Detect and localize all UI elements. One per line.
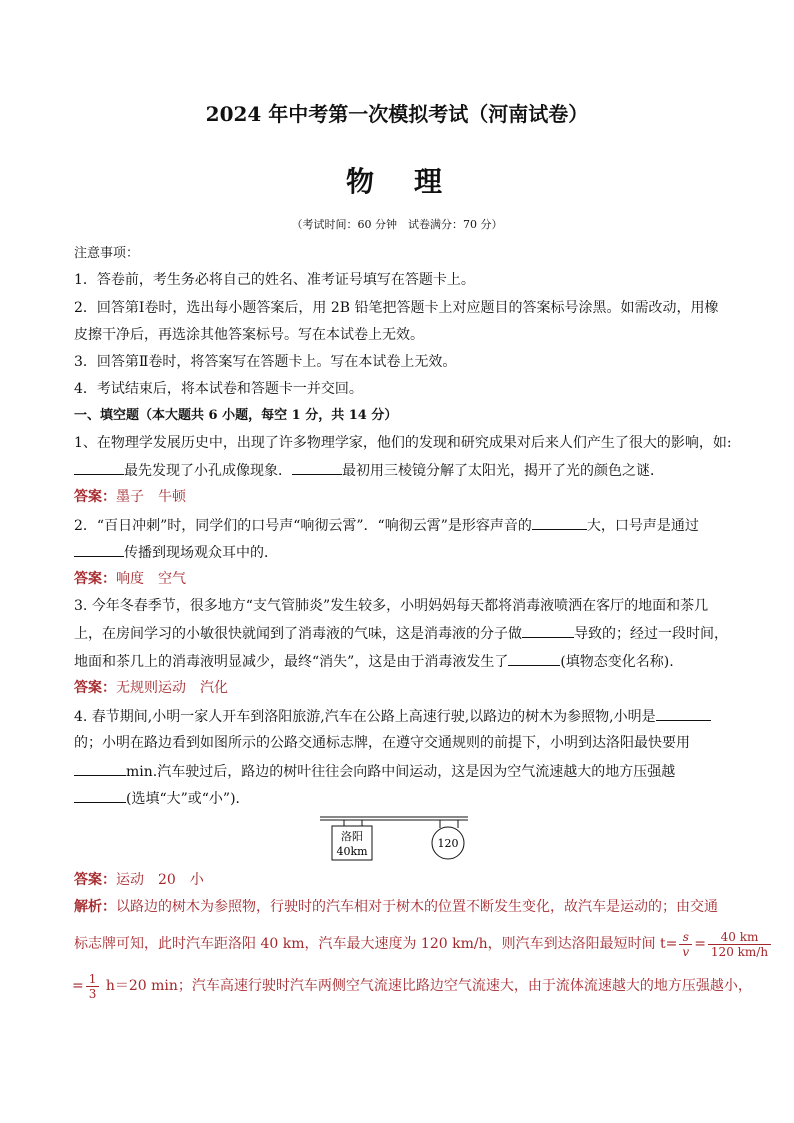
q3-text: 导致的；经过一段时间， <box>574 626 728 642</box>
answer-blank <box>656 706 711 721</box>
q3-text: (填物态变化名称). <box>560 654 674 670</box>
fraction-denominator: 120 km/h <box>710 944 769 959</box>
traffic-sign-figure <box>318 812 478 864</box>
q3-text: 3. 今年冬春季节，很多地方“支气管肺炎”发生较多，小明妈妈每天都将消毒液喷洒在客厅的地面和茶几 <box>74 598 709 614</box>
q4-text: 4. 春节期间,小明一家人开车到洛阳旅游,汽车在公路上高速行驶,以路边的树木为参照物,小明是 <box>74 709 656 725</box>
q1-answer <box>74 487 186 507</box>
q4-line4 <box>74 788 250 809</box>
q1-text: 最先发现了小孔成像现象． <box>124 463 292 479</box>
answer-blank <box>532 515 587 530</box>
fraction-s-over-v <box>679 930 692 959</box>
q4-line1 <box>74 706 711 727</box>
fraction-denominator: v <box>682 944 690 959</box>
exam-info: （考试时间：60 分钟 试卷满分：70 分） <box>291 218 503 231</box>
q2-text: 2．“百日冲刺”时，同学们的口号声“响彻云霄”．“响彻云霄”是形容声音的 <box>74 518 532 534</box>
answer-text: 响度 空气 <box>116 571 186 587</box>
note-item: 皮擦干净后，再选涂其他答案标号。写在本试卷上无效。 <box>74 327 424 343</box>
speed-limit-value: 120 <box>437 837 459 850</box>
distance-sign-city: 洛阳 <box>341 830 363 843</box>
fraction-one-third <box>86 972 100 1001</box>
fraction-numerator: 40 km <box>708 930 771 945</box>
answer-blank <box>292 460 342 475</box>
answer-blank <box>522 623 574 638</box>
fraction-numerator: 1 <box>86 972 100 987</box>
analysis-text: 以路边的树木为参照物，行驶时的汽车相对于树木的位置不断发生变化，故汽车是运动的；由交通 <box>116 899 718 915</box>
answer-blank <box>74 542 124 557</box>
q4-text: min.汽车驶过后，路边的树叶往往会向路中间运动，这是因为空气流速越大的地方压强越 <box>126 764 676 780</box>
answer-blank <box>74 460 124 475</box>
note-item: 4．考试结束后，将本试卷和答题卡一并交回。 <box>74 381 363 397</box>
q1-text: 最初用三棱镜分解了太阳光，揭开了光的颜色之谜． <box>342 463 664 479</box>
answer-blank <box>74 761 126 776</box>
q4-answer <box>74 870 204 890</box>
answer-label: 答案： <box>74 489 116 505</box>
note-item: 3．回答第Ⅱ卷时，将答案写在答题卡上。写在本试卷上无效。 <box>74 354 457 370</box>
fraction-denominator: 3 <box>88 986 97 1001</box>
q1-line2 <box>74 460 664 481</box>
q2-text: 大，口号声是通过 <box>586 518 699 534</box>
section-heading: 一、填空题（本大题共 6 小题，每空 1 分，共 14 分） <box>74 408 398 423</box>
exam-title: 2024 年中考第一次模拟考试（河南试卷） <box>205 102 589 126</box>
q4-analysis-line3 <box>72 968 752 1004</box>
analysis-label: 解析： <box>74 899 116 915</box>
answer-label: 答案： <box>74 872 116 888</box>
fraction-numerator: s <box>679 930 692 945</box>
answer-text: 运动 20 小 <box>116 872 204 888</box>
note-item: 1．答卷前，考生务必将自己的姓名、准考证号填写在答题卡上。 <box>74 272 475 288</box>
answer-label: 答案： <box>74 680 116 696</box>
q3-answer <box>74 678 228 698</box>
answer-text: 墨子 牛顿 <box>116 489 186 505</box>
fraction-distance-over-speed <box>708 930 771 959</box>
q2-text: 传播到现场观众耳中的． <box>124 545 278 561</box>
answer-blank <box>508 651 560 666</box>
notes-heading: 注意事项： <box>74 246 140 261</box>
answer-blank <box>74 788 126 803</box>
equals-sign: = <box>72 978 84 994</box>
analysis-text: h＝20 min；汽车高速行驶时汽车两侧空气流速比路边空气流速大，由于流体流速越大的地方压强越小， <box>101 978 752 994</box>
q3-line2 <box>74 623 728 644</box>
q1-text: 1、在物理学发展历史中，出现了许多物理学家，他们的发现和研究成果对后来人们产生了很大的影响，如: <box>74 435 732 451</box>
q3-text: 上，在房间学习的小敏很快就闻到了消毒液的气味，这是消毒液的分子做 <box>74 626 522 642</box>
q2-line1 <box>74 515 699 536</box>
q4-text: (选填“大”或“小”)． <box>126 791 250 807</box>
subject-title: 物 理 <box>345 165 448 198</box>
q4-line3 <box>74 761 675 782</box>
q4-analysis-line2 <box>74 924 773 964</box>
q4-text: 的；小明在路边看到如图所示的公路交通标志牌，在遵守交通规则的前提下，小明到达洛阳最快要用 <box>74 735 690 751</box>
q2-answer <box>74 569 186 589</box>
q2-line2 <box>74 542 278 563</box>
equals-sign: = <box>694 936 706 952</box>
distance-sign-distance: 40km <box>336 845 368 858</box>
q3-text: 地面和茶几上的消毒液明显减少，最终“消失”，这是由于消毒液发生了 <box>74 654 509 670</box>
answer-label: 答案： <box>74 571 116 587</box>
analysis-text: 标志牌可知，此时汽车距洛阳 40 km，汽车最大速度为 120 km/h，则汽车到达洛阳最短时间 t= <box>74 936 678 952</box>
q4-analysis-line1 <box>74 897 718 917</box>
answer-text: 无规则运动 汽化 <box>116 680 228 696</box>
q3-line3 <box>74 651 674 672</box>
note-item: 2．回答第Ⅰ卷时，选出每小题答案后，用 2B 铅笔把答题卡上对应题目的答案标号涂黑。如需改动，用橡 <box>74 300 719 316</box>
